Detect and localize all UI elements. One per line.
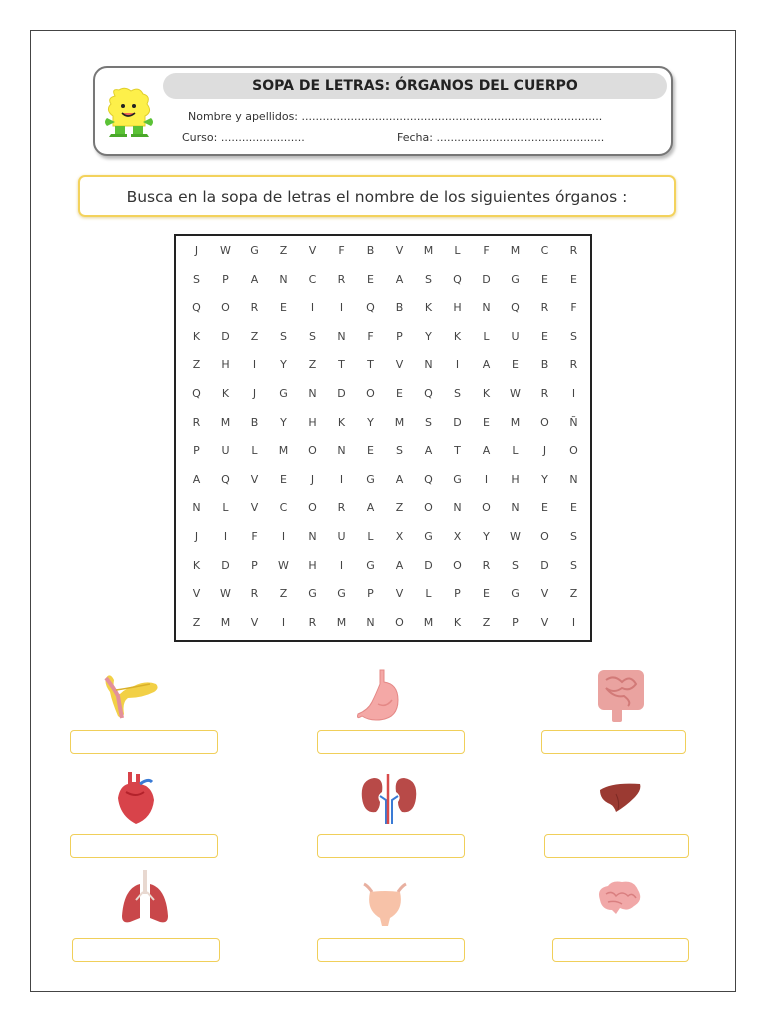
grid-cell[interactable]: O [424,501,433,515]
grid-cell[interactable]: R [250,301,259,315]
grid-cell[interactable]: T [338,358,345,372]
grid-cell[interactable]: K [482,387,491,400]
grid-cell[interactable]: W [510,530,521,543]
grid-cell[interactable]: K [453,615,462,629]
grid-cell[interactable]: S [396,444,403,458]
grid-row [182,265,588,294]
grid-cell[interactable]: I [281,615,286,629]
grid-cell[interactable]: Q [366,301,375,315]
grid-cell[interactable]: R [569,358,578,372]
grid-cell[interactable]: A [482,358,491,372]
grid-cell[interactable]: I [339,472,344,486]
grid-cell[interactable]: Y [425,329,432,343]
grid-cell[interactable]: R [540,301,549,315]
grid-cell[interactable]: B [250,415,259,429]
grid-cell[interactable]: R [569,244,578,257]
answer-box-bladder[interactable] [317,938,465,962]
grid-cell[interactable]: I [223,530,228,543]
grid-cell[interactable]: N [192,501,201,515]
grid-cell[interactable]: O [540,415,549,429]
grid-cell[interactable]: V [395,244,404,257]
grid-cell[interactable]: J [542,444,547,458]
grid-cell[interactable]: D [482,272,491,286]
pancreas-icon [100,668,162,722]
grid-cell[interactable]: K [453,329,462,343]
grid-cell[interactable]: E [280,472,287,486]
grid-cell[interactable]: C [540,244,549,257]
grid-cell[interactable]: E [570,501,577,515]
grid-cell[interactable]: N [337,329,346,343]
grid-cell[interactable]: Y [280,415,287,429]
grid-row [182,350,588,379]
grid-cell[interactable]: V [395,587,404,601]
grid-cell[interactable]: N [453,501,462,515]
grid-cell[interactable]: S [193,272,200,286]
grid-cell[interactable]: H [511,472,520,486]
grid-cell[interactable]: R [482,558,491,572]
grid-row [182,293,588,322]
grid-cell[interactable]: R [540,387,549,400]
grid-cell[interactable]: H [308,558,317,572]
heart-icon [114,768,158,828]
grid-cell[interactable]: G [337,587,346,601]
grid-cell[interactable]: V [192,587,201,601]
grid-row [182,465,588,494]
grid-cell[interactable]: N [279,272,288,286]
grid-cell[interactable]: W [278,558,289,572]
grid-cell[interactable]: B [366,244,375,257]
grid-cell[interactable]: V [250,615,259,629]
grid-cell[interactable]: L [222,501,229,515]
grid-cell[interactable]: O [453,558,462,572]
grid-cell[interactable]: X [453,530,462,543]
kidneys-icon [358,772,420,826]
grid-cell[interactable]: S [512,558,519,572]
answer-box-brain[interactable] [552,938,689,962]
lungs-icon [116,868,174,928]
grid-cell[interactable]: Z [279,244,288,257]
grid-cell[interactable]: M [423,615,434,629]
grid-cell[interactable]: O [540,530,549,543]
grid-cell[interactable]: G [511,272,520,286]
grid-cell[interactable]: G [366,558,375,572]
grid-cell[interactable]: D [424,558,433,572]
grid-cell[interactable]: Y [541,472,548,486]
grid-cell[interactable]: R [250,587,259,601]
grid-cell[interactable]: L [367,530,374,543]
grid-cell[interactable]: Q [192,387,201,400]
grid-cell[interactable]: M [220,415,231,429]
grid-cell[interactable]: P [367,587,374,601]
grid-cell[interactable]: N [366,615,375,629]
grid-cell[interactable]: F [570,301,577,315]
grid-cell[interactable]: E [512,358,519,372]
grid-cell[interactable]: R [308,615,317,629]
grid-cell[interactable]: I [571,387,576,400]
grid-cell[interactable]: V [250,472,259,486]
grid-cell[interactable]: W [220,587,231,601]
grid-cell[interactable]: I [310,301,315,315]
grid-cell[interactable]: J [194,530,199,543]
grid-cell[interactable]: Z [192,358,201,372]
grid-cell[interactable]: L [425,587,432,601]
grid-cell[interactable]: I [484,472,489,486]
grid-cell[interactable]: U [221,444,230,458]
mascot-icon [101,86,157,138]
grid-cell[interactable]: F [483,244,490,257]
grid-cell[interactable]: B [540,358,549,372]
grid-cell[interactable]: H [453,301,462,315]
grid-cell[interactable]: R [337,501,346,515]
grid-row [182,379,588,408]
grid-row [182,551,588,580]
course-field[interactable]: Curso: ........................ [182,131,305,144]
grid-cell[interactable]: H [221,358,230,372]
grid-cell[interactable]: E [483,415,490,429]
grid-cell[interactable]: N [337,444,346,458]
grid-cell[interactable]: P [222,272,229,286]
grid-cell[interactable]: S [280,329,287,343]
grid-cell[interactable]: A [424,444,433,458]
grid-cell[interactable]: V [540,615,549,629]
grid-cell[interactable]: F [251,530,258,543]
grid-cell[interactable]: I [252,358,257,372]
grid-cell[interactable]: E [541,272,548,286]
grid-cell[interactable]: U [511,329,520,343]
answer-box-liver[interactable] [544,834,689,858]
grid-cell[interactable]: D [453,415,462,429]
grid-cell[interactable]: M [278,444,289,458]
grid-cell[interactable]: W [220,244,231,257]
grid-cell[interactable]: G [453,472,462,486]
grid-cell[interactable]: I [339,558,344,572]
grid-cell[interactable]: K [192,329,201,343]
grid-cell[interactable]: O [221,301,230,315]
grid-cell[interactable]: A [192,472,201,486]
grid-cell[interactable]: W [510,387,521,400]
grid-row [182,608,588,637]
grid-cell[interactable]: T [454,444,461,458]
grid-cell[interactable]: K [192,558,201,572]
grid-cell[interactable]: P [512,615,519,629]
grid-cell[interactable]: G [424,530,433,543]
grid-cell[interactable]: A [395,272,404,286]
grid-cell[interactable]: Z [308,358,317,372]
grid-cell[interactable]: I [281,530,286,543]
grid-cell[interactable]: I [339,301,344,315]
grid-cell[interactable]: N [424,358,433,372]
grid-cell[interactable]: C [279,501,288,515]
grid-cell[interactable]: G [250,244,259,257]
grid-cell[interactable]: G [366,472,375,486]
answer-box-intestines[interactable] [541,730,686,754]
grid-cell[interactable]: T [367,358,374,372]
bladder-icon [360,880,410,928]
grid-cell[interactable]: O [308,444,317,458]
grid-cell[interactable]: M [394,415,405,429]
grid-cell[interactable]: Z [192,615,201,629]
grid-cell[interactable]: X [395,530,404,543]
grid-cell[interactable]: V [250,501,259,515]
answer-box-stomach[interactable] [317,730,465,754]
grid-cell[interactable]: D [540,558,549,572]
grid-cell[interactable]: S [309,329,316,343]
grid-cell[interactable]: Z [279,587,288,601]
grid-cell[interactable]: Y [483,530,490,543]
grid-cell[interactable]: D [337,387,346,400]
liver-icon [596,780,644,816]
grid-cell[interactable]: J [194,244,199,257]
grid-cell[interactable]: E [541,329,548,343]
intestines-icon [592,664,650,724]
grid-cell[interactable]: V [540,587,549,601]
answer-box-lungs[interactable] [72,938,220,962]
grid-cell[interactable]: R [192,415,201,429]
grid-cell[interactable]: A [366,501,375,515]
answer-box-kidneys[interactable] [317,834,465,858]
grid-cell[interactable]: P [454,587,461,601]
grid-cell[interactable]: E [570,272,577,286]
grid-cell[interactable]: S [425,272,432,286]
date-field[interactable]: Fecha: ................................................ [397,131,605,144]
grid-cell[interactable]: O [569,444,578,458]
grid-cell[interactable]: N [569,472,578,486]
grid-cell[interactable]: G [279,387,288,400]
grid-cell[interactable]: E [541,501,548,515]
grid-cell[interactable]: Q [424,387,433,400]
grid-cell[interactable]: A [482,444,491,458]
grid-cell[interactable]: B [395,301,404,315]
grid-cell[interactable]: V [395,358,404,372]
grid-cell[interactable]: Ñ [569,415,578,429]
grid-cell[interactable]: R [337,272,346,286]
grid-cell[interactable]: S [570,558,577,572]
grid-cell[interactable]: F [367,329,374,343]
grid-cell[interactable]: Z [250,329,259,343]
grid-cell[interactable]: H [308,415,317,429]
page-title: SOPA DE LETRAS: ÓRGANOS DEL CUERPO [163,73,667,99]
answer-box-heart[interactable] [70,834,218,858]
grid-cell[interactable]: O [482,501,491,515]
grid-cell[interactable]: S [570,530,577,543]
grid-row [182,522,588,551]
grid-cell[interactable]: G [511,587,520,601]
grid-cell[interactable]: Z [482,615,491,629]
grid-cell[interactable]: G [308,587,317,601]
grid-cell[interactable]: Y [280,358,287,372]
grid-cell[interactable]: S [570,329,577,343]
grid-row [182,436,588,465]
grid-row [182,322,588,351]
grid-cell[interactable]: M [510,415,521,429]
grid-row [182,408,588,437]
grid-cell[interactable]: M [423,244,434,257]
grid-cell[interactable]: A [395,558,404,572]
grid-cell[interactable]: J [310,472,315,486]
grid-row [182,579,588,608]
grid-cell[interactable]: L [251,444,258,458]
grid-cell[interactable]: C [308,272,317,286]
grid-cell[interactable]: P [251,558,258,572]
grid-cell[interactable]: S [454,387,461,400]
header-box [93,66,673,156]
grid-cell[interactable]: K [337,415,346,429]
stomach-icon [354,668,404,724]
grid-cell[interactable]: Q [511,301,520,315]
grid-cell[interactable]: K [221,387,230,400]
grid-cell[interactable]: E [367,444,374,458]
grid-cell[interactable]: D [221,558,230,572]
grid-cell[interactable]: E [483,587,490,601]
grid-cell[interactable]: O [395,615,404,629]
name-field[interactable]: Nombre y apellidos: ...................................................................................... [188,110,603,123]
grid-cell[interactable]: V [308,244,317,257]
grid-cell[interactable]: Q [221,472,230,486]
grid-cell[interactable]: M [220,615,231,629]
instruction-box: Busca en la sopa de letras el nombre de los siguientes órganos : [78,175,676,217]
grid-cell[interactable]: Z [395,501,404,515]
grid-cell[interactable]: Y [367,415,374,429]
grid-row [182,236,588,265]
grid-cell[interactable]: O [308,501,317,515]
grid-cell[interactable]: N [511,501,520,515]
grid-cell[interactable]: Z [569,587,578,601]
grid-cell[interactable]: Q [192,301,201,315]
grid-cell[interactable]: E [280,301,287,315]
grid-cell[interactable]: Q [424,472,433,486]
grid-cell[interactable]: L [483,329,490,343]
grid-cell[interactable]: N [308,387,317,400]
grid-cell[interactable]: L [454,244,461,257]
grid-cell[interactable]: N [308,530,317,543]
word-search-grid[interactable] [174,234,592,642]
grid-cell[interactable]: K [424,301,433,315]
grid-cell[interactable]: Q [453,272,462,286]
grid-cell[interactable]: P [193,444,200,458]
grid-cell[interactable]: I [455,358,460,372]
grid-cell[interactable]: P [396,329,403,343]
grid-cell[interactable]: M [336,615,347,629]
grid-cell[interactable]: M [510,244,521,257]
answer-box-pancreas[interactable] [70,730,218,754]
grid-cell[interactable]: U [337,530,346,543]
grid-cell[interactable]: E [396,387,403,400]
grid-cell[interactable]: O [366,387,375,400]
grid-cell[interactable]: A [250,272,259,286]
grid-row [182,493,588,522]
grid-cell[interactable]: J [252,387,257,400]
grid-cell[interactable]: S [425,415,432,429]
grid-cell[interactable]: I [571,615,576,629]
grid-cell[interactable]: D [221,329,230,343]
grid-cell[interactable]: N [482,301,491,315]
grid-cell[interactable]: A [395,472,404,486]
grid-cell[interactable]: E [367,272,374,286]
brain-icon [592,878,644,918]
grid-cell[interactable]: L [512,444,519,458]
grid-cell[interactable]: F [338,244,345,257]
